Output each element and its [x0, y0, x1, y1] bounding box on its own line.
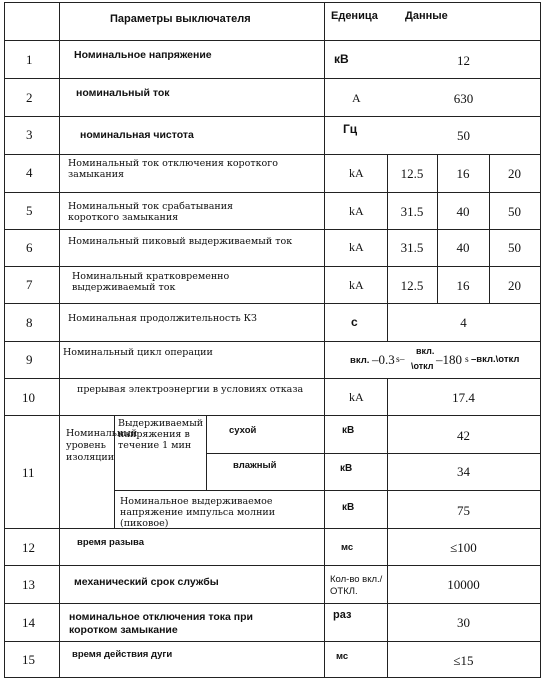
row-param-name: Номинальная продолжительность КЗ: [68, 313, 257, 324]
row-number: 5: [26, 203, 33, 218]
header-data-label: Данные: [405, 10, 448, 22]
impulse-value: 75: [457, 503, 470, 518]
row-divider: [4, 154, 541, 155]
row-value: 20: [508, 166, 521, 181]
cycle-pause-1: –0.3: [372, 352, 395, 367]
wet-value: 34: [457, 464, 470, 479]
row-divider: [4, 116, 541, 117]
row-divider: [4, 341, 541, 342]
row-number: 13: [22, 577, 35, 592]
row-divider: [4, 378, 541, 379]
col-divider: [324, 2, 325, 415]
row-value: 12.5: [400, 278, 424, 293]
row-divider: [114, 490, 541, 491]
row-divider: [4, 565, 541, 566]
row-value: 16: [456, 278, 470, 293]
row-param-name: Номинальный цикл операции: [63, 347, 213, 358]
row-number: 9: [26, 352, 33, 367]
row-number: 4: [26, 165, 33, 180]
row-param-name: время разыва: [77, 537, 145, 548]
row-value: 40: [456, 240, 470, 255]
operation-cycle: [328, 343, 540, 377]
row-value: 16: [456, 166, 470, 181]
row-unit: кВ: [334, 52, 349, 66]
wet-label: влажный: [233, 460, 277, 471]
row-value: 50: [457, 128, 470, 143]
cycle-open-2: \откл: [411, 361, 434, 371]
row-number: 2: [26, 90, 33, 105]
insulation-level-label: Номинальный уровень изоляции: [66, 428, 138, 463]
row-param-name: номинальное отключения тока при коротком замыкание: [69, 611, 253, 636]
row-param-name: Номинальный ток срабатывания короткого замыкания: [68, 201, 234, 223]
row-unit: с: [351, 315, 358, 329]
row-value: 20: [508, 278, 521, 293]
dry-label: сухой: [229, 425, 257, 436]
row-unit: мс: [341, 542, 354, 553]
header-unit-label: Еденица: [331, 10, 378, 22]
cycle-close-open-3: –вкл.\откл: [471, 354, 520, 365]
row-value: 630: [453, 91, 474, 106]
table-border-left: [4, 2, 5, 677]
row-number: 12: [22, 540, 35, 555]
row-number: 14: [22, 615, 35, 630]
impulse-label: Номинальное выдерживаемое напряжение импульса молнии (пиковое): [120, 496, 276, 529]
row-value: ≤15: [453, 653, 474, 668]
row-number: 15: [22, 652, 35, 667]
row-unit: kA: [349, 278, 364, 292]
row-unit: раз: [333, 609, 352, 621]
row-divider: [4, 415, 541, 416]
row-divider: [4, 40, 541, 41]
row-value: ≤100: [450, 540, 477, 555]
row-param-name: Номинальный ток отключения короткого замыкания: [68, 158, 278, 180]
cycle-s-1: s–: [396, 355, 405, 365]
row-param-name: Номинальное напряжение: [74, 49, 212, 61]
row-divider: [4, 266, 541, 267]
row-number: 6: [26, 240, 33, 255]
row-divider: [4, 303, 541, 304]
row-param-name: время действия дуги: [72, 649, 173, 660]
row-divider: [206, 453, 541, 454]
row-divider: [4, 78, 541, 79]
row-unit: kA: [349, 390, 364, 404]
cycle-close-label: вкл.: [350, 355, 370, 366]
row-value: 12: [457, 53, 470, 68]
cycle-pause-2: –180: [436, 352, 462, 367]
row-unit: Кол-во вкл./ ОТКЛ.: [330, 574, 383, 597]
row-number: 10: [22, 390, 35, 405]
row-unit: kA: [349, 204, 364, 218]
row-value: 50: [508, 240, 521, 255]
row-number: 8: [26, 315, 33, 330]
row-number: 7: [26, 277, 33, 292]
col-divider: [324, 415, 325, 677]
row-param-name: механический срок службы: [74, 576, 219, 588]
table-border-bottom: [4, 677, 541, 678]
cycle-close-2: вкл.: [416, 346, 435, 356]
row-value: 10000: [447, 577, 480, 592]
row-unit: Гц: [343, 122, 358, 136]
table-border-right: [540, 2, 541, 677]
row-value: 12.5: [400, 166, 424, 181]
row-number: 11: [22, 465, 35, 480]
row-value: 50: [508, 204, 521, 219]
row-value: 30: [457, 615, 470, 630]
row-param-name: Номинальный кратковременно выдерживаемый ток: [72, 271, 230, 293]
row-param-name: Номинальный пиковый выдерживаемый ток: [68, 236, 293, 247]
row-divider: [4, 192, 541, 193]
row-number: 3: [26, 127, 33, 142]
row-unit: kA: [349, 166, 364, 180]
row-divider: [4, 229, 541, 230]
row-unit: A: [352, 91, 361, 105]
row-divider: [4, 603, 541, 604]
row-value: 31.5: [400, 240, 424, 255]
col-divider: [206, 415, 207, 490]
col-divider: [59, 2, 60, 677]
header-param-label: Параметры выключателя: [110, 13, 251, 25]
row-param-name: номинальная чистота: [80, 129, 194, 141]
row-number: 1: [26, 52, 33, 67]
row-divider: [4, 641, 541, 642]
table-border-top: [4, 2, 541, 3]
row-value: 17.4: [452, 390, 475, 405]
dry-value: 42: [457, 428, 470, 443]
wet-unit: кВ: [340, 463, 353, 474]
row-unit: мс: [336, 651, 349, 662]
impulse-unit: кВ: [342, 502, 355, 513]
row-value: 40: [456, 204, 470, 219]
row-unit: kA: [349, 240, 364, 254]
row-value: 31.5: [400, 204, 424, 219]
row-param-name: номинальный ток: [76, 87, 170, 99]
dry-unit: кВ: [342, 425, 355, 436]
withstand-1min-label: Выдерживаемый напряжения в течение 1 мин: [118, 418, 204, 451]
row-value: 4: [460, 315, 467, 330]
cycle-s-2: s: [465, 355, 469, 365]
row-param-name: прерывая электроэнергии в условиях отказа: [77, 384, 304, 395]
